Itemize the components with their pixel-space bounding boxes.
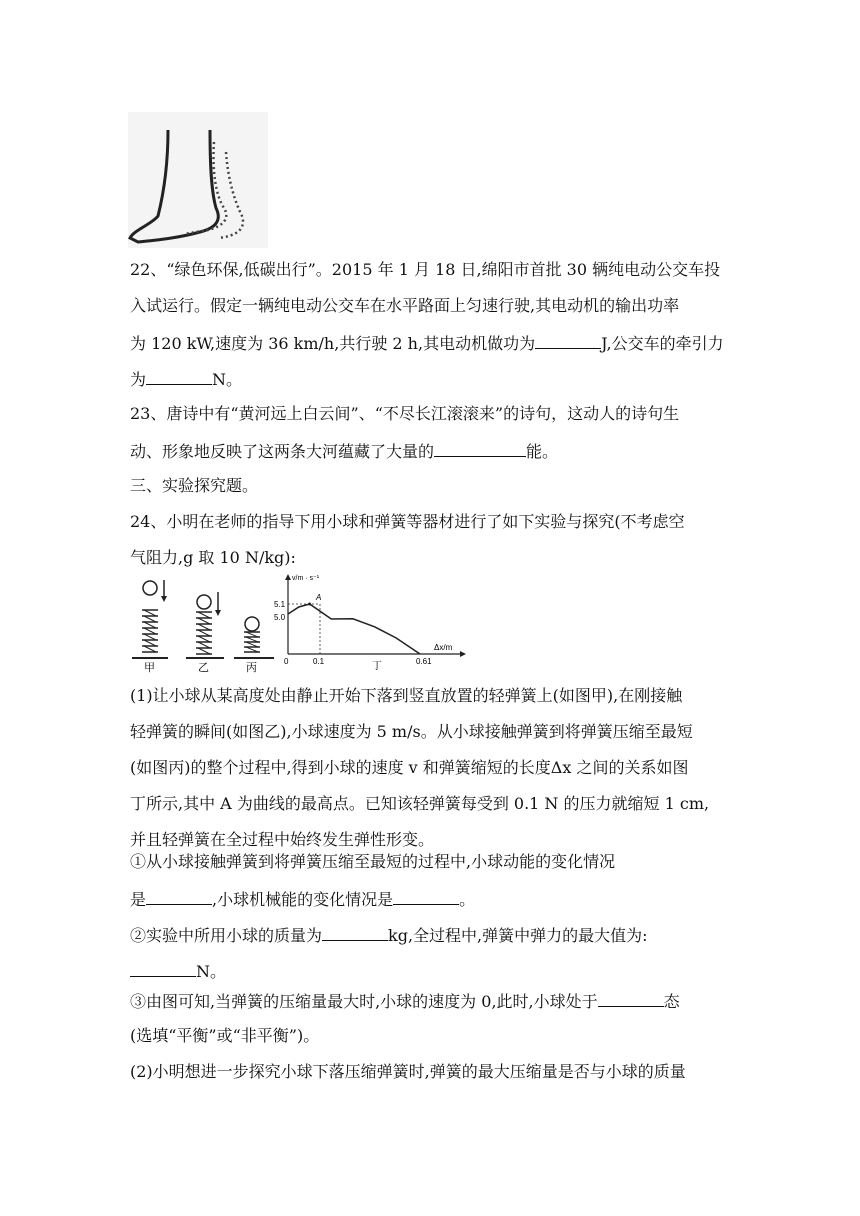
- label-yi: 乙: [198, 662, 209, 674]
- q22-line-3: 为 120 kW,速度为 36 km/h,共行驶 2 h,其电动机做功为 J,公交车的牵引力: [130, 334, 724, 353]
- x-axis-label: Δx/m: [434, 643, 453, 652]
- q24-s1-line-2: 是 ,小球机械能的变化情况是 。: [130, 890, 476, 909]
- q23-line-1: 23、唐诗中有“黄河远上白云间”、“不尽长江滚滚来”的诗句，这动人的诗句生: [130, 404, 680, 423]
- answer-blank-mechanical[interactable]: [393, 888, 459, 905]
- label-bing: 丙: [246, 662, 257, 674]
- y-axis-label: v/m · s⁻¹: [292, 575, 320, 582]
- label-ding: 丁: [372, 661, 382, 672]
- q24-line-2: 气阻力,g 取 10 N/kg):: [130, 548, 296, 567]
- label-jia: 甲: [144, 662, 155, 674]
- x-tick-0-1: 0.1: [313, 657, 325, 666]
- peak-point-a: [308, 603, 311, 606]
- q24-p1-line-1: (1)让小球从某高度处由静止开始下落到竖直放置的轻弹簧上(如图甲),在刚接触: [130, 686, 683, 705]
- answer-blank-state[interactable]: [598, 990, 664, 1007]
- answer-blank-force[interactable]: [146, 368, 212, 385]
- q24-p1-line-3: (如图丙)的整个过程中,得到小球的速度 v 和弹簧缩短的长度Δx 之间的关系如图: [130, 758, 689, 777]
- q24-s2-line-1: ②实验中所用小球的质量为 kg,全过程中,弹簧中弹力的最大值为:: [130, 926, 648, 945]
- answer-blank-energy[interactable]: [434, 440, 526, 457]
- x-tick-0: 0: [284, 657, 289, 666]
- q22-line-4: 为 N。: [130, 370, 243, 389]
- spring-experiment-figure: [128, 574, 288, 674]
- q24-s2-line-2: N。: [130, 960, 226, 982]
- footprint-figure: [128, 112, 268, 248]
- velocity-curve: [288, 604, 420, 654]
- q22-line-2: 入试运行。假定一辆纯电动公交车在水平路面上匀速行驶,其电动机的输出功率: [130, 296, 680, 315]
- answer-blank-work[interactable]: [535, 332, 601, 349]
- q24-p1-line-2: 轻弹簧的瞬间(如图乙),小球速度为 5 m/s。从小球接触弹簧到将弹簧压缩至最短: [130, 722, 693, 741]
- spring-yi: [186, 592, 224, 658]
- section-title: 三、实验探究题。: [130, 476, 259, 495]
- answer-blank-max-force[interactable]: [130, 960, 196, 977]
- q23-line-2: 动、形象地反映了这两条大河蕴藏了大量的 能。: [130, 442, 559, 461]
- q24-s3-line-2: (选填“平衡”或“非平衡”)。: [130, 1026, 320, 1045]
- velocity-chart: [268, 572, 468, 672]
- q24-p1-line-5: 并且轻弹簧在全过程中始终发生弹性形变。: [130, 830, 435, 849]
- answer-blank-mass[interactable]: [322, 924, 388, 941]
- q24-s1-line-1: ①从小球接触弹簧到将弹簧压缩至最短的过程中,小球动能的变化情况: [130, 852, 616, 871]
- x-tick-0-61: 0.61: [416, 657, 432, 666]
- y-tick-5-0: 5.0: [274, 613, 286, 622]
- q22-line-1: 22、“绿色环保,低碳出行”。2015 年 1 月 18 日,绵阳市首批 30 辆纯电动公交车投: [130, 260, 721, 279]
- q24-line-1: 24、小明在老师的指导下用小球和弹簧等器材进行了如下实验与探究(不考虑空: [130, 512, 685, 531]
- q24-p2-line-1: (2)小明想进一步探究小球下落压缩弹簧时,弹簧的最大压缩量是否与小球的质量: [130, 1062, 686, 1081]
- q24-s3-line-1: ③由图可知,当弹簧的压缩量最大时,小球的速度为 0,此时,小球处于 态: [130, 992, 680, 1011]
- y-tick-5-1: 5.1: [274, 600, 286, 609]
- answer-blank-kinetic[interactable]: [146, 888, 212, 905]
- q24-p1-line-4: 丁所示,其中 A 为曲线的最高点。已知该轻弹簧每受到 0.1 N 的压力就缩短 1 cm,: [130, 794, 710, 813]
- point-a-label: A: [316, 593, 322, 602]
- spring-jia: [132, 580, 168, 658]
